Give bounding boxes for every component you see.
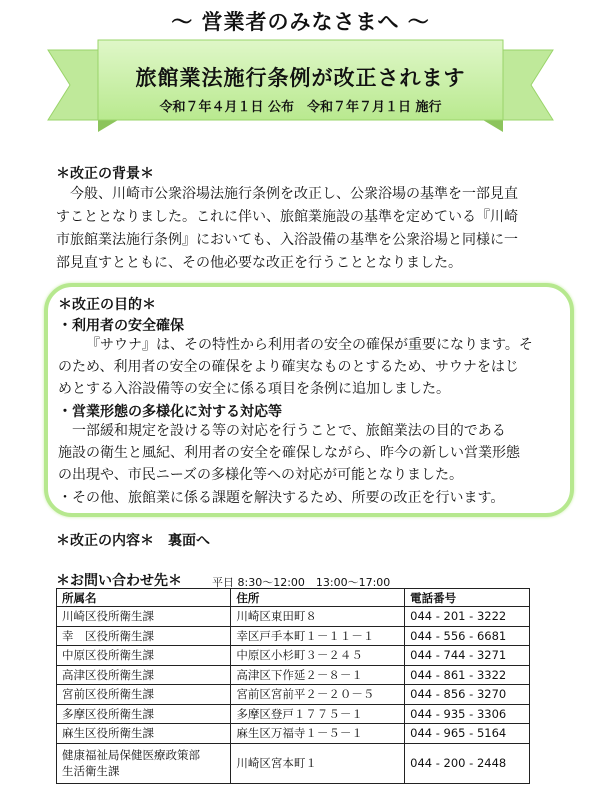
office-phone: 044 - 856 - 3270 (405, 685, 530, 705)
table-row (57, 665, 530, 685)
purpose-other: ・その他、旅館業に係る課題を解決するため、所要の改正を行います。 (58, 490, 505, 506)
column-header: 住所 (231, 589, 405, 607)
purpose-heading: ＊改正の目的＊ (58, 297, 156, 313)
office-name-line: 健康福祉局保健医療政策部 (62, 748, 200, 762)
office-name (57, 743, 231, 783)
purpose-item-body (58, 420, 558, 486)
office-name-line: 生活衛生課 (62, 764, 120, 778)
page-heading: ～ 営業者のみなさまへ ～ (171, 10, 430, 34)
purpose-line: の出現や、市民ニーズの多様化等への対応が可能となりました。 (58, 467, 464, 483)
office-address: 宮前区宮前平２－２０－５ (231, 685, 405, 705)
purpose-item-body (58, 334, 558, 400)
background-line: 市旅館業法施行条例』においても、入浴設備の基準を公衆浴場と同様に一 (56, 232, 518, 248)
office-hours: 平日 8:30～12:00 13:00～17:00 (212, 576, 391, 589)
content-heading: ＊改正の内容＊ 裏面へ (56, 533, 210, 549)
purpose-line: 『サウナ』は、その特性から利用者の安全の確保が重要になります。そ (86, 337, 533, 353)
table-row (57, 724, 530, 744)
background-line: 今般、川崎市公衆浴場法施行条例を改正し、公衆浴場の基準を一部見直 (70, 186, 518, 202)
purpose-line: 施設の衛生と風紀、利用者の安全を確保しながら、昨今の新しい営業形態 (58, 445, 520, 461)
table-row (57, 743, 530, 783)
office-phone: 044 - 935 - 3306 (405, 704, 530, 724)
table-row (57, 685, 530, 705)
office-address: 中原区小杉町３－２４５ (231, 646, 405, 666)
background-line: すこととなりました。これに伴い、旅館業施設の基準を定めている『川崎 (56, 209, 518, 225)
notice-title: 旅館業法施行条例が改正されます (135, 66, 466, 90)
office-phone: 044 - 556 - 6681 (405, 626, 530, 646)
office-address: 高津区下作延２－８－１ (231, 665, 405, 685)
office-phone: 044 - 201 - 3222 (405, 607, 530, 627)
office-address: 川崎区東田町８ (231, 607, 405, 627)
contacts-table (56, 588, 530, 784)
table-row (57, 626, 530, 646)
office-phone: 044 - 965 - 5164 (405, 724, 530, 744)
contacts-heading: ＊お問い合わせ先＊ (56, 573, 182, 589)
office-address: 多摩区登戸１７７５－１ (231, 704, 405, 724)
table-header-row (57, 589, 530, 607)
purpose-item-title: ・営業形態の多様化に対する対応等 (58, 404, 282, 420)
office-address: 麻生区万福寺１－５－１ (231, 724, 405, 744)
office-name: 中原区役所衛生課 (57, 646, 231, 666)
table-row (57, 646, 530, 666)
office-name: 高津区役所衛生課 (57, 665, 231, 685)
office-phone: 044 - 744 - 3271 (405, 646, 530, 666)
purpose-line: のため、利用者の安全の確保をより確実なものとするため、サウナをはじ (58, 359, 519, 375)
background-text (56, 183, 556, 275)
purpose-line: めとする入浴設備等の安全に係る項目を条例に追加しました。 (58, 381, 450, 397)
office-name: 麻生区役所衛生課 (57, 724, 231, 744)
office-name: 幸 区役所衛生課 (57, 626, 231, 646)
column-header: 所属名 (57, 589, 231, 607)
notice-dates: 令和７年４月１日 公布 令和７年７月１日 施行 (159, 100, 442, 115)
office-address: 幸区戸手本町１－１１－１ (231, 626, 405, 646)
table-row (57, 607, 530, 627)
purpose-item-title: ・利用者の安全確保 (58, 318, 184, 334)
background-heading: ＊改正の背景＊ (56, 166, 154, 182)
background-line: 部見直すとともに、その他必要な改正を行うこととなりました。 (56, 255, 462, 271)
table-row (57, 704, 530, 724)
office-name: 川崎区役所衛生課 (57, 607, 231, 627)
purpose-line: 一部緩和規定を設ける等の対応を行うことで、旅館業法の目的である (72, 423, 506, 439)
office-name: 宮前区役所衛生課 (57, 685, 231, 705)
office-phone: 044 - 200 - 2448 (405, 743, 530, 783)
office-phone: 044 - 861 - 3322 (405, 665, 530, 685)
column-header: 電話番号 (405, 589, 530, 607)
office-address: 川崎区宮本町１ (231, 743, 405, 783)
office-name: 多摩区役所衛生課 (57, 704, 231, 724)
